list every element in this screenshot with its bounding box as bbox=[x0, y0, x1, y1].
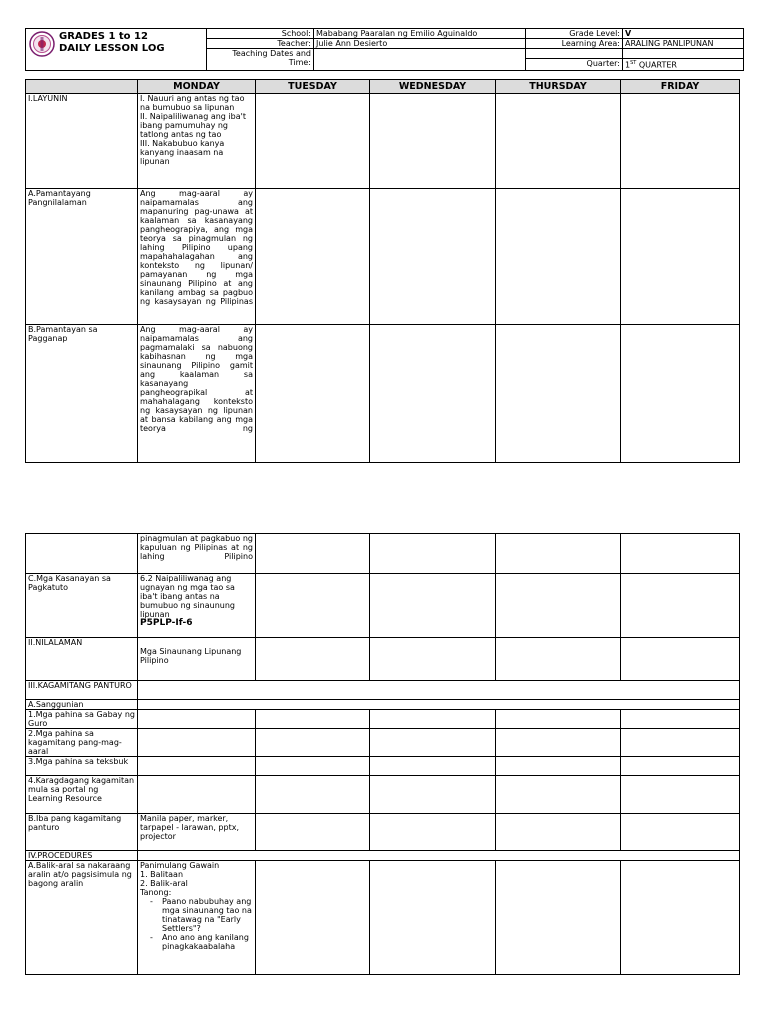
pamantayang-row bbox=[26, 189, 740, 325]
wednesday-header: WEDNESDAY bbox=[370, 80, 496, 94]
learning-area-value: ARALING PANLIPUNAN bbox=[623, 39, 744, 49]
kagamitan-label: III.KAGAMITANG PANTURO bbox=[26, 681, 138, 700]
pagganap-cont-row bbox=[26, 534, 740, 574]
kagamitang-label: 2.Mga pahina sa kagamitang pang-mag-aaral bbox=[26, 729, 138, 757]
blank-header-cell bbox=[26, 80, 138, 94]
kagamitang-row bbox=[26, 729, 740, 757]
teacher-label: Teacher: bbox=[207, 39, 314, 49]
school-value: Mababang Paaralan ng Emilio Aguinaldo bbox=[314, 29, 526, 39]
competency-code: P5PLP-If-6 bbox=[140, 618, 193, 628]
kasanayan-cell bbox=[138, 574, 256, 638]
karagdagang-row bbox=[26, 776, 740, 814]
tanong-text: Tanong: bbox=[140, 888, 172, 897]
iba-row bbox=[26, 814, 740, 851]
question-item: - Paano nabubuhay ang mga sinaunang tao na tinatawag na "Early Settlers"? bbox=[150, 897, 253, 933]
nilalaman-text: Mga Sinaunang Lipunang Pilipino bbox=[140, 647, 242, 665]
pagganap-label: B.Pamantayan sa Pagganap bbox=[26, 325, 138, 463]
kagamitan-row bbox=[26, 681, 740, 700]
procedures-label: IV.PROCEDURES bbox=[26, 851, 138, 861]
question-list bbox=[140, 897, 253, 951]
balik-aral-cell bbox=[138, 861, 256, 975]
gabay-label: 1.Mga pahina sa Gabay ng Guro bbox=[26, 710, 138, 729]
pamantayang-text: Ang mag-aaral ay naipamamalas ang mapanuring pag-unawa at kaalaman sa kasanayang pangheograpiya, ang mga teorya sa pinagmulan ng lahing Pilipino upang mapahahalagahan ang konteksto ng lipunan/ pamayanan ng mga sinaunang Pilipino at ang kanilang ambag sa pagbuo ng kasaysayan ng Pilipinas bbox=[138, 189, 256, 325]
grades-title: GRADES 1 to 12 bbox=[59, 31, 148, 42]
pagganap-text: Ang mag-aaral ay naipamamalas ang pagmamalaki sa nabuong kabihasnan ng mga sinaunang Pilipino gamit ang kaalaman sa kasanayang pangheograpikal at mahahalagang konteksto ng kasaysayan ng lipunan at bansa kabilang ang mga teorya ng bbox=[138, 325, 256, 463]
layunin-label: I.LAYUNIN bbox=[26, 94, 138, 189]
teksbuk-label: 3.Mga pahina sa teksbuk bbox=[26, 757, 138, 776]
panimula-text: Panimulang Gawain bbox=[140, 861, 220, 870]
iba-text: Manila paper, marker, tarpapel - larawan, pptx, projector bbox=[138, 814, 256, 851]
balitaan-text: 1. Balitaan bbox=[140, 870, 184, 879]
thursday-header: THURSDAY bbox=[496, 80, 621, 94]
procedures-row bbox=[26, 851, 740, 861]
balik-aral-text: 2. Balik-aral bbox=[140, 879, 188, 888]
quarter-value: 1ST QUARTER bbox=[623, 59, 744, 71]
balik-aral-label: A.Balik-aral sa nakaraang aralin at/o pagsisimula ng bagong aralin bbox=[26, 861, 138, 975]
teacher-value: Julie Ann Desierto bbox=[314, 39, 526, 49]
kasanayan-row bbox=[26, 574, 740, 638]
learning-area-label: Learning Area: bbox=[526, 39, 623, 49]
gabay-row bbox=[26, 710, 740, 729]
question-item: - Ano ano ang kanilang pinagkakaabalaha bbox=[150, 933, 253, 951]
sanggunian-label: A.Sanggunian bbox=[26, 700, 138, 710]
teaching-dates-value bbox=[314, 49, 526, 71]
teksbuk-row bbox=[26, 757, 740, 776]
header-table bbox=[25, 28, 744, 71]
pagganap-cont-text: pinagmulan at pagkabuo ng kapuluan ng Pilipinas at ng lahing Pilipino bbox=[138, 534, 256, 574]
lesson-table-page1 bbox=[25, 79, 740, 463]
layunin-row bbox=[26, 94, 740, 189]
header-title-cell bbox=[26, 29, 207, 71]
quarter-label: Quarter: bbox=[526, 59, 623, 71]
monday-header: MONDAY bbox=[138, 80, 256, 94]
grade-level-value: V bbox=[623, 29, 744, 39]
kasanayan-label: C.Mga Kasanayan sa Pagkatuto bbox=[26, 574, 138, 638]
pagganap-row bbox=[26, 325, 740, 463]
deped-seal-icon bbox=[29, 31, 55, 57]
nilalaman-cell bbox=[138, 638, 256, 681]
lesson-table-page2 bbox=[25, 533, 740, 975]
friday-header: FRIDAY bbox=[621, 80, 740, 94]
log-title: DAILY LESSON LOG bbox=[59, 43, 165, 54]
grade-level-label: Grade Level: bbox=[526, 29, 623, 39]
karagdagang-label: 4.Karagdagang kagamitan mula sa portal ng Learning Resource bbox=[26, 776, 138, 814]
blank-value-cell bbox=[623, 49, 744, 59]
pamantayang-label: A.Pamantayang Pangnilalaman bbox=[26, 189, 138, 325]
layunin-text: I. Nauuri ang antas ng tao na bumubuo sa lipunan II. Naipaliliwanag ang iba't ibang pamumuhay ng tatlong antas ng tao III. Nakabubuo kanya kanyang inaasam na lipunan bbox=[138, 94, 256, 189]
school-label: School: bbox=[207, 29, 314, 39]
nilalaman-row bbox=[26, 638, 740, 681]
teaching-dates-label: Teaching Dates and Time: bbox=[207, 49, 314, 71]
balik-aral-row bbox=[26, 861, 740, 975]
blank-label-cell bbox=[526, 49, 623, 59]
nilalaman-label: II.NILALAMAN bbox=[26, 638, 138, 681]
sanggunian-row bbox=[26, 700, 740, 710]
iba-label: B.Iba pang kagamitang panturo bbox=[26, 814, 138, 851]
day-header-row bbox=[26, 80, 740, 94]
kasanayan-text: 6.2 Naipaliliwanag ang ugnayan ng mga tao sa iba't ibang antas na bumubuo ng sinaunung lipunan bbox=[140, 574, 236, 619]
tuesday-header: TUESDAY bbox=[256, 80, 370, 94]
